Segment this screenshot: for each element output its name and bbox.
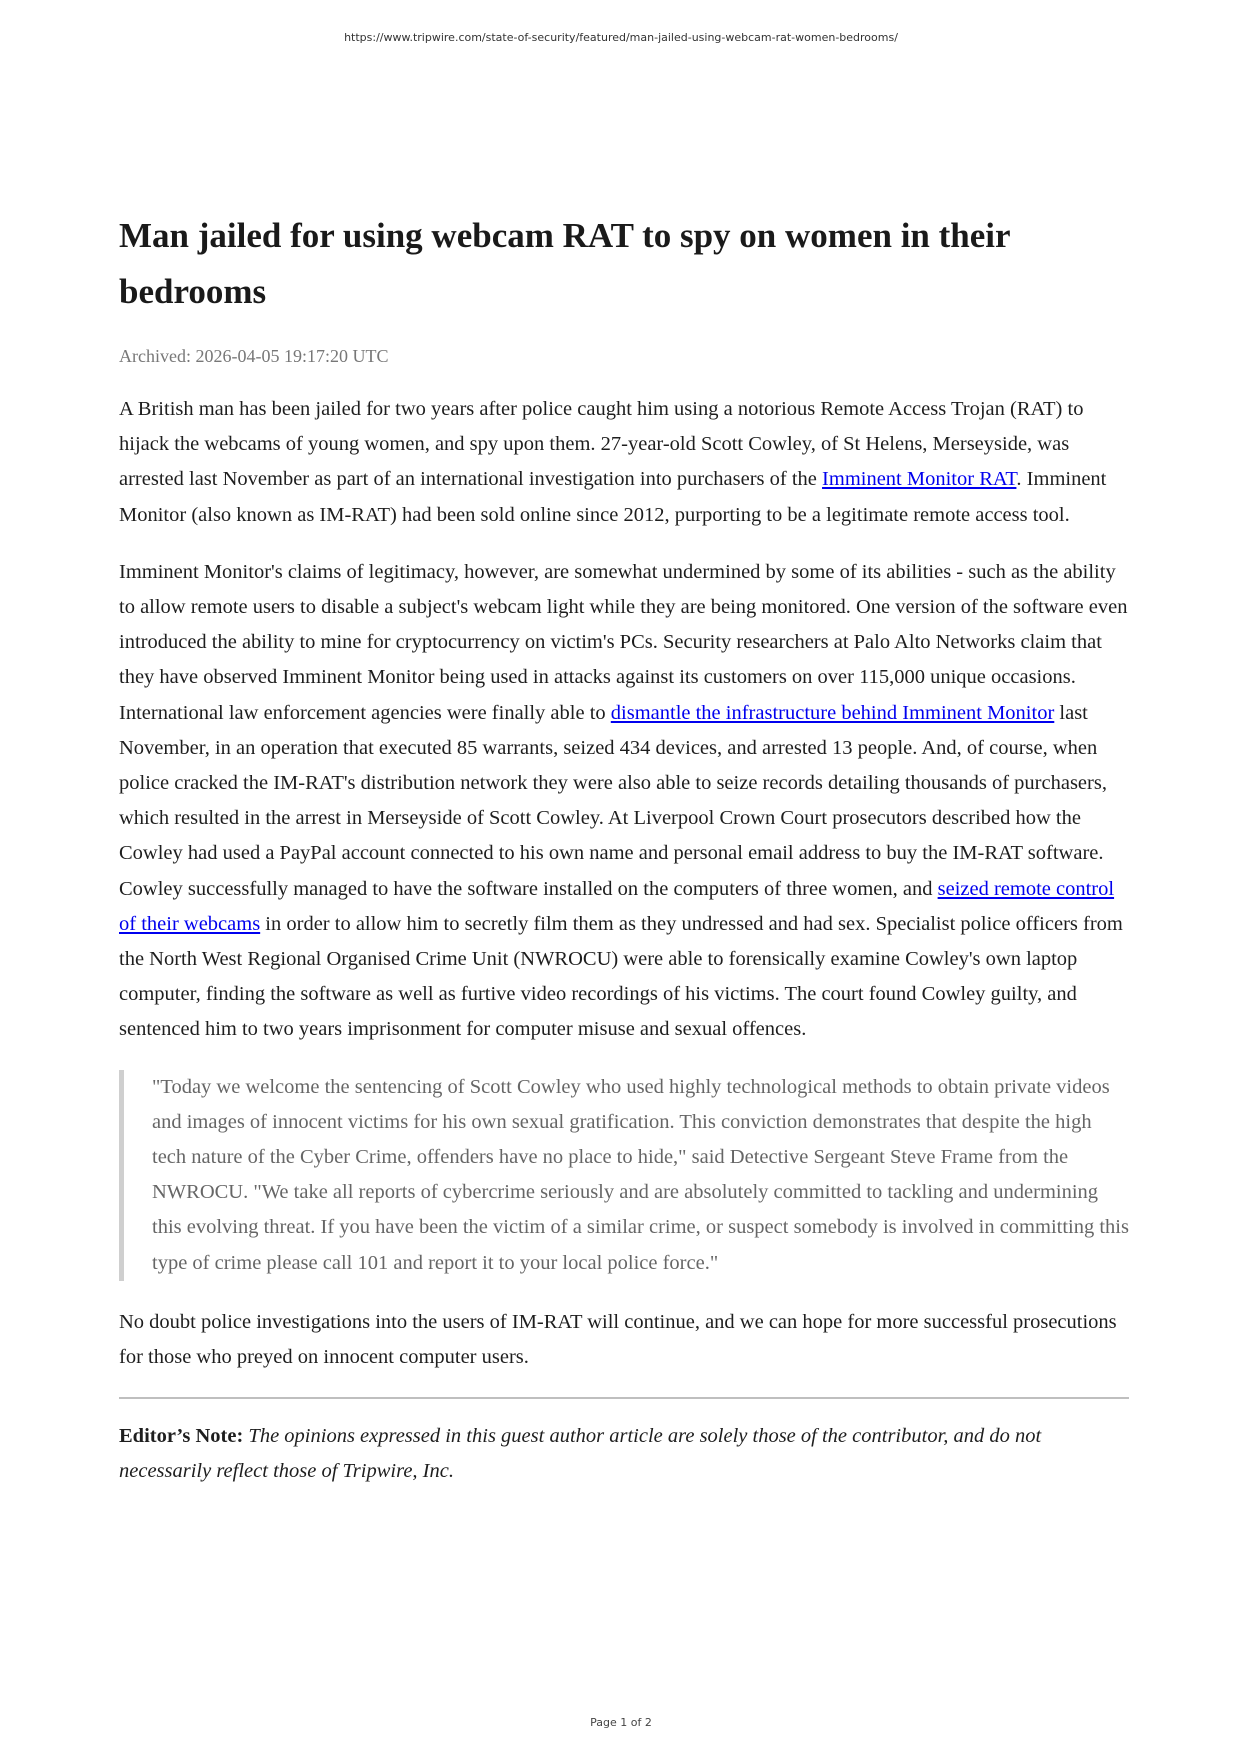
article — [119, 208, 1129, 1490]
page-url-header: https://www.tripwire.com/state-of-security/featured/man-jailed-using-webcam-rat-women-bedrooms/ — [344, 31, 898, 44]
paragraph-1 — [119, 392, 1129, 533]
seized-webcams-link[interactable]: seized remote control of their webcams — [119, 877, 1115, 935]
paragraph-2-text-c: in order to allow him to secretly film them as they undressed and had sex. Specialist police officers from the North West Regional Organised Crime Unit (NWROCU) were able to forensically examine Cowley's own laptop computer, finding the software as well as furtive video recordings of his victims. The court found Cowley guilty, and sentenced him to two years imprisonment for computer misuse and sexual offences. — [119, 912, 1123, 1041]
editor-note — [119, 1419, 1129, 1489]
paragraph-2-text-a: Imminent Monitor's claims of legitimacy, however, are somewhat undermined by some of its abilities - such as the ability to allow remote users to disable a subject's webcam light while they are being monitored. One version of the software even introduced the ability to mine for cryptocurrency on victim's PCs. Security researchers at Palo Alto Networks claim that they have observed Imminent Monitor being used in attacks against its customers on over 115,000 unique occasions. International law enforcement agencies were finally able to — [119, 560, 1128, 724]
page-indicator: Page 1 of 2 — [590, 1716, 652, 1729]
editor-note-text: The opinions expressed in this guest author article are solely those of the contributor, and do not necessarily reflect those of Tripwire, Inc. — [119, 1425, 1042, 1483]
paragraph-1-text-b: . Imminent Monitor (also known as IM-RAT) had been sold online since 2012, purporting to be a legitimate remote access tool. — [119, 468, 1107, 526]
editor-note-label: Editor’s Note: — [119, 1425, 244, 1448]
article-title: Man jailed for using webcam RAT to spy on women in their bedrooms — [119, 216, 1010, 311]
imminent-monitor-rat-link[interactable]: Imminent Monitor RAT — [822, 468, 1017, 491]
closing-paragraph: No doubt police investigations into the users of IM-RAT will continue, and we can hope for more successful prosecutions for those who preyed on innocent computer users. — [119, 1310, 1117, 1369]
paragraph-1-text-a: A British man has been jailed for two years after police caught him using a notorious Remote Access Trojan (RAT) to hijack the webcams of young women, and spy upon them. 27-year-old Scott Cowley, of St Helens, Merseyside, was arrested last November as part of an international investigation into purchasers of the — [119, 398, 1084, 491]
dismantle-infrastructure-link[interactable]: dismantle the infrastructure behind Imminent Monitor — [610, 701, 1055, 724]
police-quote: "Today we welcome the sentencing of Scott Cowley who used highly technological methods to obtain private videos and images of innocent victims for his own sexual gratification. This conviction demonstrates that despite the high tech nature of the Cyber Crime, offenders have no place to hide," said Detective Sergeant Steve Frame from the NWROCU. "We take all reports of cybercrime seriously and are absolutely committed to tackling and undermining this evolving threat. If you have been the victim of a similar crime, or suspect somebody is involved in committing this type of crime please call 101 and report it to your local police force." — [119, 1070, 1129, 1281]
paragraph-2-text-b: last November, in an operation that executed 85 warrants, seized 434 devices, and arrested 13 people. And, of course, when police cracked the IM-RAT's distribution network they were also able to seize records detailing thousands of purchasers, which resulted in the arrest in Merseyside of Scott Cowley. At Liverpool Crown Court prosecutors described how the Cowley had used a PayPal account connected to his own name and personal email address to buy the IM-RAT software. Cowley successfully managed to have the software installed on the computers of three women, and — [119, 701, 1107, 900]
divider — [119, 1397, 1129, 1399]
archived-timestamp: Archived: 2026-04-05 19:17:20 UTC — [119, 346, 389, 366]
paragraph-2 — [119, 555, 1129, 1048]
